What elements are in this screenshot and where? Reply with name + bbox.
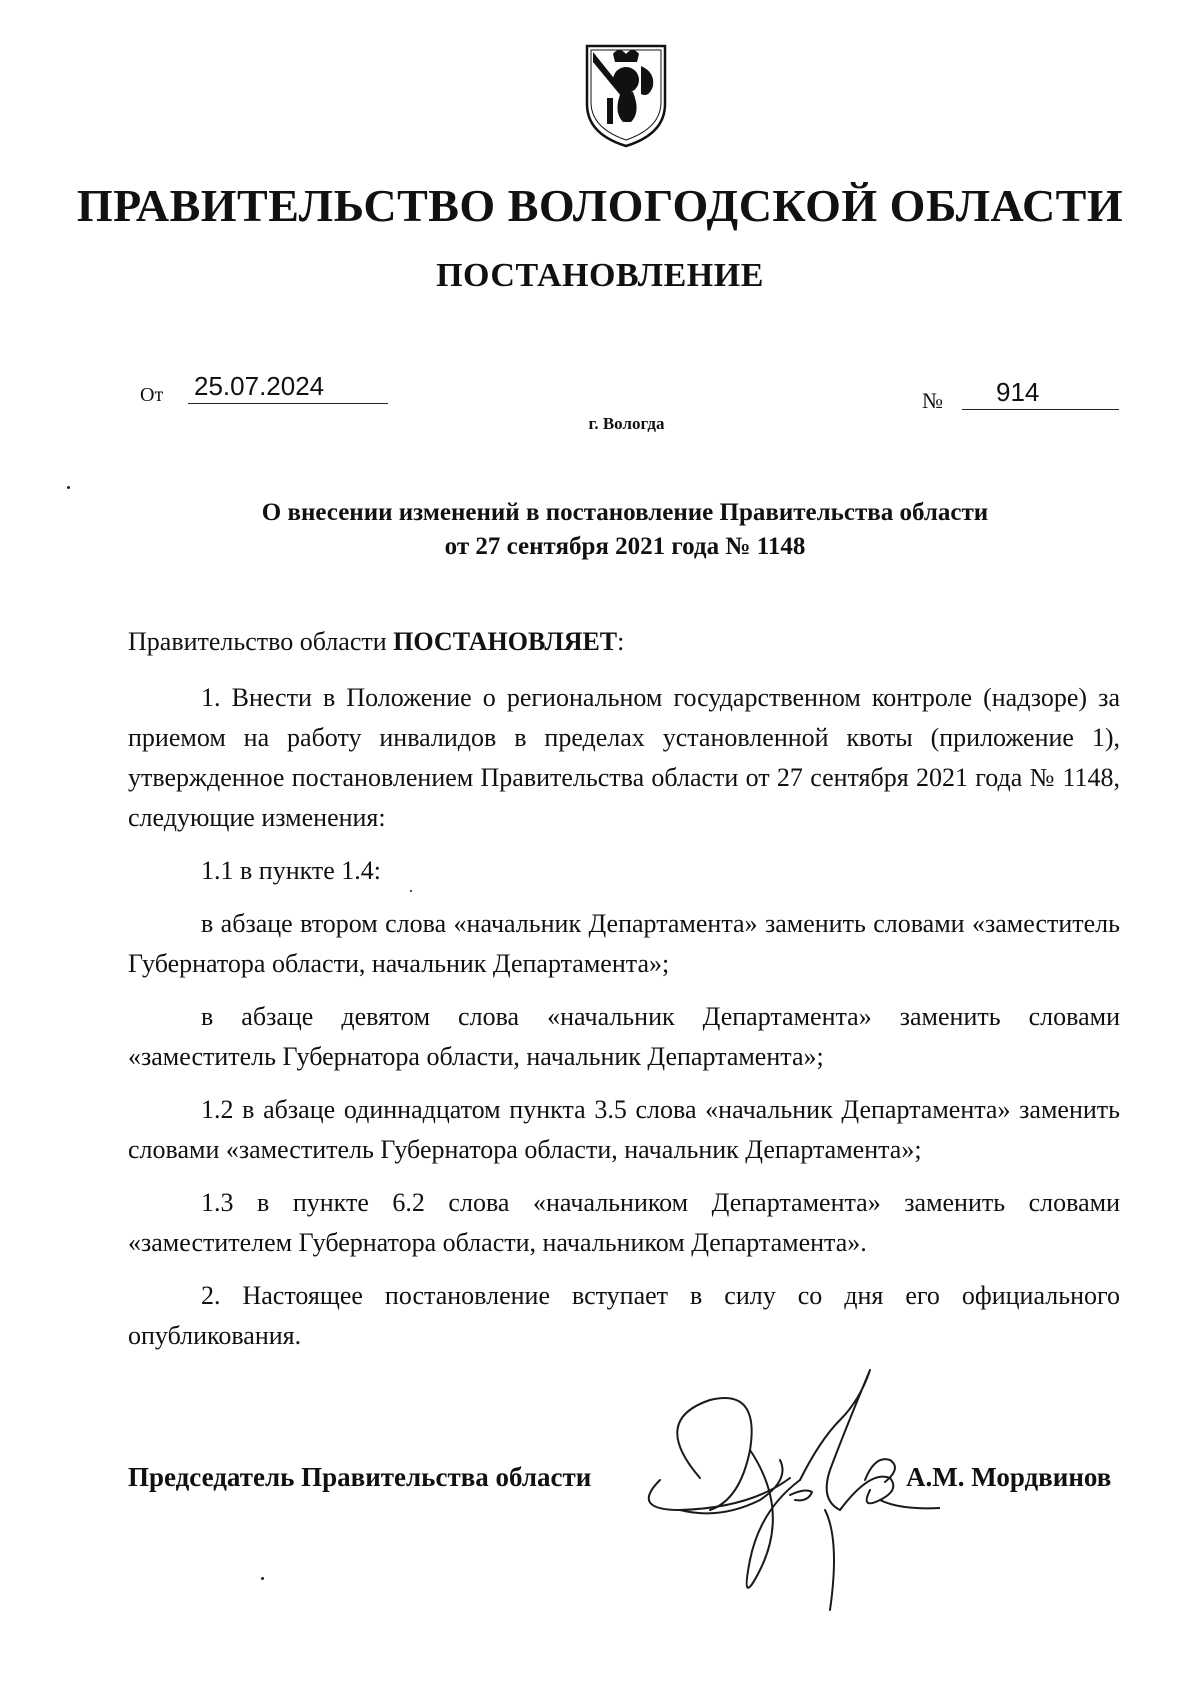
signatory-role: Председатель Правительства области <box>128 1462 592 1492</box>
subject-line-1: О внесении изменений в постановление Правительства области <box>261 499 989 526</box>
paragraph-1-2: 1.2 в абзаце одиннадцатом пункта 3.5 слова «начальник Департамента» заменить словами «заместитель Губернатора области, начальник Департамента»; <box>128 1095 1120 1164</box>
date-value: 25.07.2024 <box>188 372 388 404</box>
date-field <box>140 372 400 412</box>
paragraph-1-1: 1.1 в пункте 1.4: <box>201 856 382 885</box>
intro-prefix: Правительство области <box>128 627 394 656</box>
paragraph-1: 1. Внести в Положение о региональном государственном контроле (надзоре) за приемом на работу инвалидов в пределах установленной квоты (приложение 1), утвержденное постановлением Правительства области от 27 сентября 2021 года № 1148, следующие изменения: <box>128 683 1120 832</box>
date-prefix: От <box>140 384 164 406</box>
handwritten-signature <box>640 1360 940 1630</box>
number-prefix: № <box>922 388 943 413</box>
document-type: ПОСТАНОВЛЕНИЕ <box>436 257 764 294</box>
document-body <box>128 622 1120 1356</box>
paragraph-1-1-a: в абзаце втором слова «начальник Департамента» заменить словами «заместитель Губернатора области, начальник Департамента»; <box>128 909 1120 978</box>
intro-paragraph <box>128 622 1120 662</box>
paragraph-1-3: 1.3 в пункте 6.2 слова «начальником Департамента» заменить словами «заместителем Губернатора области, начальником Департамента». <box>128 1188 1120 1257</box>
intro-suffix: : <box>617 627 625 656</box>
document-subject <box>130 496 1120 564</box>
intro-resolves: ПОСТАНОВЛЯЕТ <box>393 627 618 656</box>
paragraph-1-1-b: в абзаце девятом слова «начальник Департамента» заменить словами «заместитель Губернатора области, начальник Департамента»; <box>128 1002 1120 1071</box>
subject-line-2: от 27 сентября 2021 года № 1148 <box>444 533 806 560</box>
scan-speck <box>67 486 70 489</box>
scan-speck <box>261 1577 264 1580</box>
organization-title: ПРАВИТЕЛЬСТВО ВОЛОГОДСКОЙ ОБЛАСТИ <box>76 180 1124 231</box>
paragraph-2: 2. Настоящее постановление вступает в силу со дня его официального опубликования. <box>128 1281 1120 1350</box>
number-field <box>922 378 1122 418</box>
number-value: 914 <box>962 378 1119 410</box>
signatory-name: А.М. Мордвинов <box>906 1462 1112 1492</box>
scan-speck <box>410 890 412 892</box>
city: г. Вологда <box>588 414 665 433</box>
coat-of-arms-icon <box>583 42 669 148</box>
